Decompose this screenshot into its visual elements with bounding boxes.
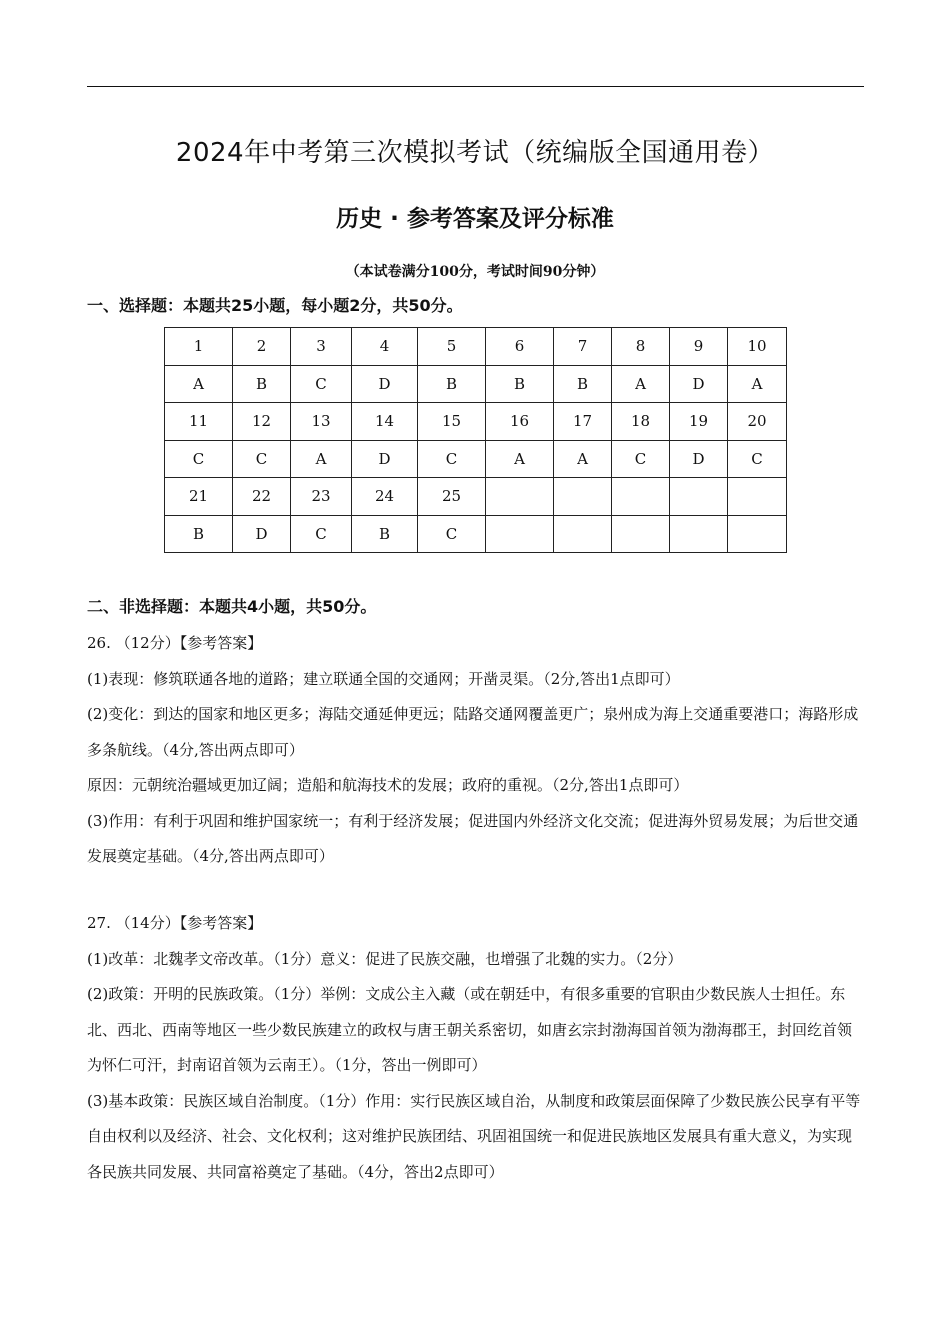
answer-cell: A xyxy=(728,365,787,403)
answer-cell: B xyxy=(418,365,486,403)
answer-table-body xyxy=(165,328,787,553)
question-number-cell: 25 xyxy=(418,478,486,516)
answer-cell: C xyxy=(165,440,233,478)
answer-cell: B xyxy=(233,365,291,403)
question-number-row xyxy=(165,328,787,366)
top-rule xyxy=(87,86,864,87)
exam-note: （本试卷满分100分，考试时间90分钟） xyxy=(345,264,605,280)
q26-block xyxy=(87,626,864,875)
q27-title: 27. （14分）【参考答案】 xyxy=(87,914,263,932)
answer-cell xyxy=(486,515,554,553)
document-title: 2024年中考第三次模拟考试（统编版全国通用卷） xyxy=(175,138,775,168)
answer-cell: B xyxy=(352,515,418,553)
answer-cell: C xyxy=(291,365,352,403)
question-number-cell: 9 xyxy=(670,328,728,366)
question-number-cell: 19 xyxy=(670,403,728,441)
answer-table xyxy=(164,327,787,553)
answer-cell: C xyxy=(291,515,352,553)
question-number-row xyxy=(165,478,787,516)
answer-cell: C xyxy=(418,515,486,553)
answer-cell: C xyxy=(728,440,787,478)
question-number-cell: 21 xyxy=(165,478,233,516)
question-number-cell: 7 xyxy=(554,328,612,366)
question-number-cell: 5 xyxy=(418,328,486,366)
section2-heading: 二、非选择题：本题共4小题，共50分。 xyxy=(87,597,377,616)
q26-part1: (1)表现：修筑联通各地的道路；建立联通全国的交通网；开凿灵渠。（2分,答出1点即可） xyxy=(87,669,680,688)
section1-heading: 一、选择题：本题共25小题，每小题2分，共50分。 xyxy=(87,296,463,315)
question-number-cell xyxy=(612,478,670,516)
question-number-cell: 12 xyxy=(233,403,291,441)
q27-part3: (3)基本政策：民族区域自治制度。（1分）作用：实行民族区域自治，从制度和政策层面保障了少数民族公民享有平等自由权利以及经济、社会、文化权利；这对维护民族团结、巩固祖国统一和促进民族地区发展具有重大意义，为实现各民族共同发展、共同富裕奠定了基础。（4分，答出2点即可） xyxy=(87,1091,861,1181)
answer-cell xyxy=(554,515,612,553)
q27-part2: (2)政策：开明的民族政策。（1分）举例：文成公主入藏（或在朝廷中，有很多重要的官职由少数民族人士担任。东北、西北、西南等地区一些少数民族建立的政权与唐王朝关系密切，如唐玄宗封渤海国首领为渤海郡王，封回纥首领为怀仁可汗，封南诏首领为云南王）。（1分，答出一例即可） xyxy=(87,985,853,1074)
question-number-cell xyxy=(670,478,728,516)
answer-cell: A xyxy=(612,365,670,403)
answer-cell: A xyxy=(291,440,352,478)
question-number-row xyxy=(165,403,787,441)
q26-title: 26. （12分）【参考答案】 xyxy=(87,634,263,652)
answer-cell xyxy=(670,515,728,553)
question-number-cell: 20 xyxy=(728,403,787,441)
question-number-cell: 14 xyxy=(352,403,418,441)
question-number-cell: 13 xyxy=(291,403,352,441)
question-number-cell: 15 xyxy=(418,403,486,441)
question-number-cell: 10 xyxy=(728,328,787,366)
question-number-cell xyxy=(554,478,612,516)
answer-cell: D xyxy=(352,440,418,478)
q26-reason: 原因：元朝统治疆域更加辽阔；造船和航海技术的发展；政府的重视。（2分,答出1点即可） xyxy=(87,776,689,794)
answer-cell: A xyxy=(165,365,233,403)
answer-cell: D xyxy=(352,365,418,403)
question-number-cell: 17 xyxy=(554,403,612,441)
answer-cell: D xyxy=(670,440,728,478)
answer-cell: C xyxy=(233,440,291,478)
answer-cell: B xyxy=(165,515,233,553)
answer-cell: A xyxy=(486,440,554,478)
answer-row xyxy=(165,365,787,403)
q27-block xyxy=(87,906,864,1190)
answer-cell: D xyxy=(670,365,728,403)
question-number-cell: 3 xyxy=(291,328,352,366)
question-number-cell: 8 xyxy=(612,328,670,366)
question-number-cell: 4 xyxy=(352,328,418,366)
q26-part2: (2)变化：到达的国家和地区更多；海陆交通延伸更远；陆路交通网覆盖更广；泉州成为海上交通重要港口；海路形成多条航线。（4分,答出两点即可） xyxy=(87,705,859,759)
question-number-cell xyxy=(728,478,787,516)
answer-cell xyxy=(728,515,787,553)
answer-cell xyxy=(612,515,670,553)
q26-part3: (3)作用：有利于巩固和维护国家统一；有利于经济发展；促进国内外经济文化交流；促进海外贸易发展；为后世交通发展奠定基础。（4分,答出两点即可） xyxy=(87,811,859,865)
document-subtitle: 历史 · 参考答案及评分标准 xyxy=(336,206,614,232)
answer-row xyxy=(165,515,787,553)
question-number-cell: 16 xyxy=(486,403,554,441)
question-number-cell: 22 xyxy=(233,478,291,516)
question-number-cell: 23 xyxy=(291,478,352,516)
question-number-cell: 1 xyxy=(165,328,233,366)
question-number-cell: 24 xyxy=(352,478,418,516)
question-number-cell: 2 xyxy=(233,328,291,366)
q27-part1: (1)改革：北魏孝文帝改革。（1分）意义：促进了民族交融，也增强了北魏的实力。（2分） xyxy=(87,949,683,968)
question-number-cell: 18 xyxy=(612,403,670,441)
answer-cell: C xyxy=(418,440,486,478)
answer-cell: B xyxy=(486,365,554,403)
answer-row xyxy=(165,440,787,478)
answer-cell: C xyxy=(612,440,670,478)
answer-cell: D xyxy=(233,515,291,553)
answer-cell: A xyxy=(554,440,612,478)
question-number-cell: 11 xyxy=(165,403,233,441)
answer-cell: B xyxy=(554,365,612,403)
question-number-cell: 6 xyxy=(486,328,554,366)
question-number-cell xyxy=(486,478,554,516)
